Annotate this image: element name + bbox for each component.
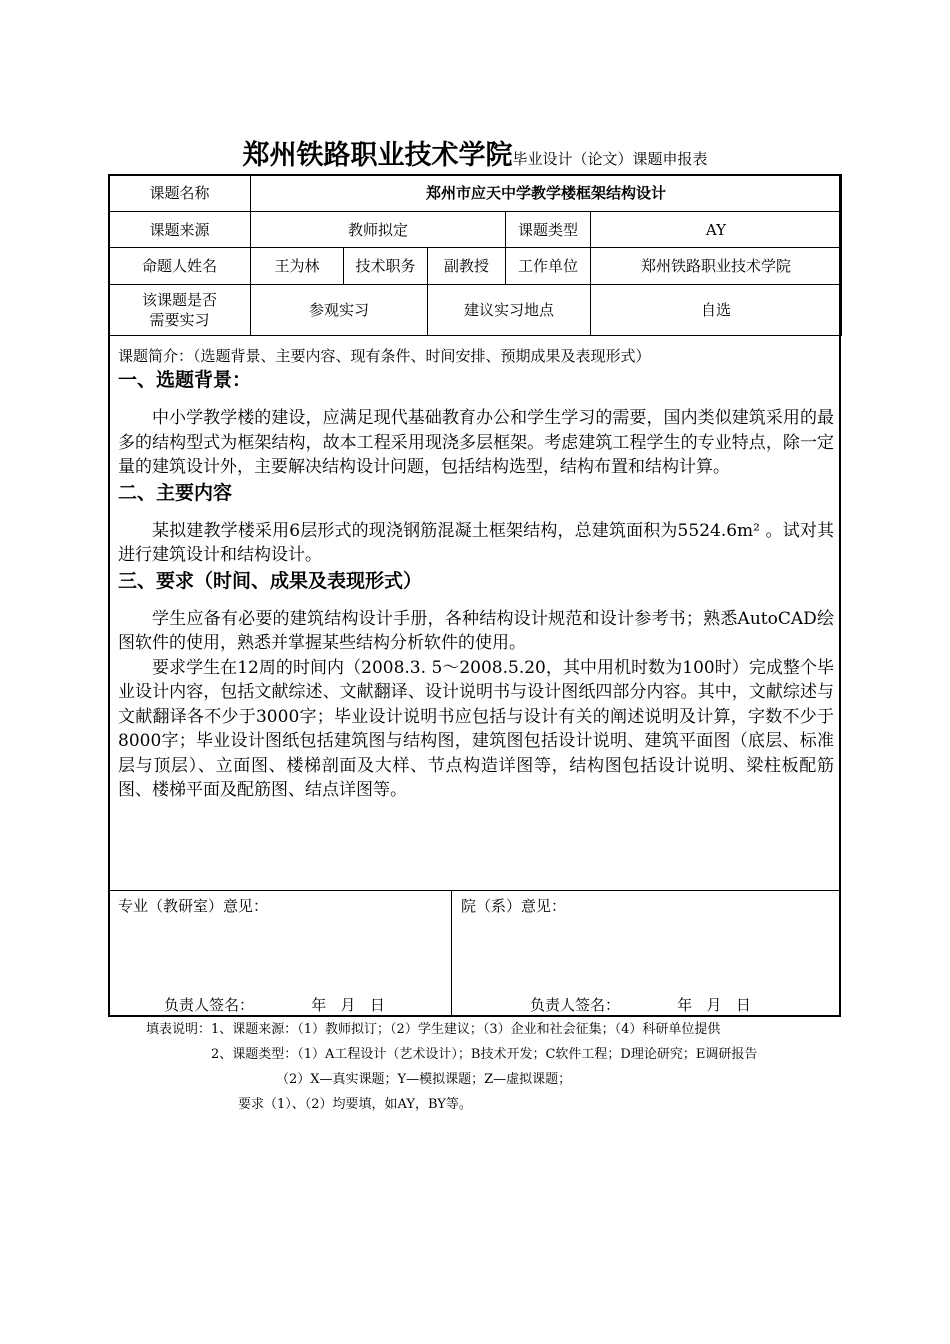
section-background-title: 一、选题背景： bbox=[118, 369, 252, 391]
tech-title-value: 副教授 bbox=[428, 248, 506, 285]
tech-title-label: 技术职务 bbox=[344, 248, 428, 285]
section-background-text: 中小学教学楼的建设，应满足现代基础教育办公和学生学习的需要，国内类似建筑采用的最多的结构型式为框架结构，故本工程采用现浇多层框架。考虑建筑工程学生的专业特点，除一定量的建筑设计外，主要解决结构设计问题，包括结构选型，结构布置和结构计算。 bbox=[118, 408, 834, 477]
notes-line-3: （2）X—真实课题；Y—模拟课题；Z—虚拟课题； bbox=[276, 1072, 572, 1087]
source-value: 教师拟定 bbox=[251, 212, 506, 248]
unit-label: 工作单位 bbox=[506, 248, 591, 285]
source-label: 课题来源 bbox=[109, 212, 251, 248]
opinion-divider bbox=[108, 890, 841, 891]
location-label: 建议实习地点 bbox=[428, 285, 591, 336]
topic-name-value: 郑州市应天中学教学楼框架结构设计 bbox=[251, 175, 842, 212]
section-requirements-text-2: 要求学生在12周的时间内（2008.3. 5～2008.5.20，其中用机时数为100时）完成整个毕业设计内容，包括文献综述、文献翻译、设计说明书与设计图纸四部分内容。其中，文献综述与文献翻译各不少于3000字；毕业设计说明书应包括与设计有关的阐述说明及计算，字数不少于8000字；毕业设计图纸包括建筑图与结构图，建筑图包括设计说明、建筑平面图（底层、标准层与顶层）、立面图、楼梯剖面及大样、节点构造详图等，结构图包括设计说明、梁柱板配筋图、楼梯平面及配筋图、结点详图等。 bbox=[118, 657, 834, 800]
unit-value: 郑州铁路职业技术学院 bbox=[591, 248, 842, 285]
major-signature-line: 负责人签名： 年 月 日 bbox=[164, 996, 385, 1014]
topic-name-label: 课题名称 bbox=[109, 175, 251, 212]
notes-line-1: 填表说明：1、课题来源：（1）教师拟订；（2）学生建议；（3）企业和社会征集；（4）科研单位提供 bbox=[146, 1022, 721, 1037]
opinion-column-divider bbox=[451, 890, 452, 1016]
intro-heading: 课题简介：（选题背景、主要内容、现有条件、时间安排、预期成果及表现形式） bbox=[118, 347, 651, 365]
section-content-text: 某拟建教学楼采用6层形式的现浇钢筋混凝土框架结构，总建筑面积为5524.6m² 。试对其进行建筑设计和结构设计。 bbox=[118, 520, 834, 565]
dept-opinion-label: 院（系）意见： bbox=[461, 897, 567, 915]
form-subtitle: 毕业设计（论文）课题申报表 bbox=[512, 150, 708, 168]
proposer-label: 命题人姓名 bbox=[109, 248, 251, 285]
section-requirements-text-1: 学生应备有必要的建筑结构设计手册，各种结构设计规范和设计参考书；熟悉AutoCAD绘图软件的使用，熟悉并掌握某些结构分析软件的使用。 bbox=[118, 608, 834, 653]
internship-label-line1: 该课题是否 bbox=[141, 291, 217, 309]
type-label: 课题类型 bbox=[506, 212, 591, 248]
section-requirements-title: 三、要求（时间、成果及表现形式） bbox=[118, 569, 423, 592]
notes-line-2: 2、课题类型：（1）A工程设计（艺术设计）；B技术开发；C软件工程；D理论研究；E调研报告 bbox=[211, 1047, 758, 1062]
form-title bbox=[0, 133, 950, 172]
major-opinion-label: 专业（教研室）意见： bbox=[118, 897, 269, 915]
intro-section bbox=[118, 345, 834, 803]
internship-value: 参观实习 bbox=[251, 285, 428, 336]
school-name: 郑州铁路职业技术学院 bbox=[242, 140, 513, 171]
notes-line-4: 要求（1）、（2）均要填，如AY，BY等。 bbox=[238, 1097, 472, 1112]
dept-signature-line: 负责人签名： 年 月 日 bbox=[530, 996, 751, 1014]
location-value: 自选 bbox=[591, 285, 842, 336]
internship-label-line2: 需要实习 bbox=[149, 311, 210, 329]
section-content-title: 二、主要内容 bbox=[118, 481, 233, 504]
proposer-value: 王为林 bbox=[251, 248, 344, 285]
type-value: AY bbox=[591, 212, 842, 248]
